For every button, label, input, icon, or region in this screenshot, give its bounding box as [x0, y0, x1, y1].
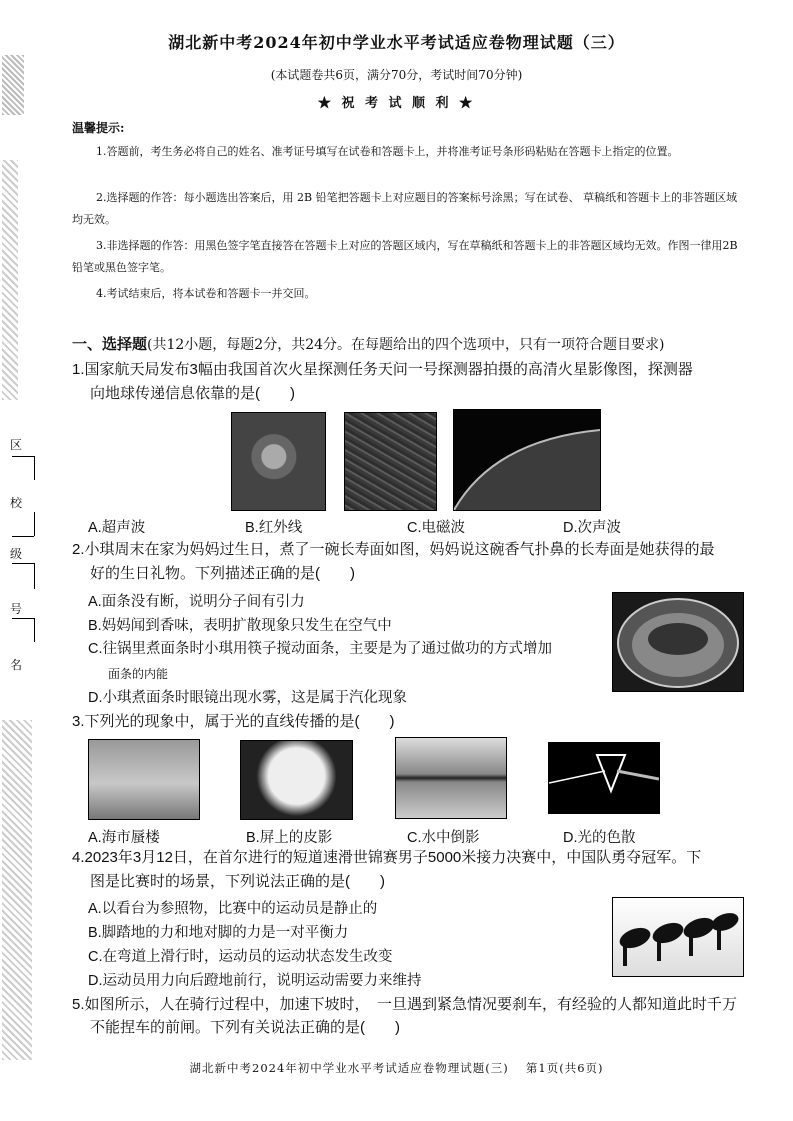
margin-field-line-2	[12, 536, 34, 537]
water-reflection-image	[395, 737, 507, 819]
mirage-image	[88, 739, 200, 820]
q3-option-d: D.光的色散	[563, 830, 636, 846]
q2-option-c-continued: 面条的内能	[108, 667, 169, 681]
q1-option-d: D.次声波	[563, 520, 621, 536]
margin-label-name: 名	[10, 658, 23, 672]
section-description: (共12小题，每题2分，共24分。在每题给出的四个选项中，只有一项符合题目要求)	[147, 337, 665, 353]
section-title: 一、选择题	[72, 335, 148, 353]
q4-option-a: A.以看台为参照物，比赛中的运动员是静止的	[88, 901, 378, 917]
margin-pattern-upper	[2, 160, 18, 400]
q4-option-b: B.脚踏地的力和地对脚的力是一对平衡力	[88, 925, 349, 941]
skaters-drawing	[613, 898, 743, 976]
q5-stem-line1: 5.如图所示，人在骑行过程中，加速下坡时， 一旦遇到紧急情况要刹车，有经验的人都知道此时千万	[72, 996, 738, 1013]
speed-skating-image	[612, 897, 744, 977]
page-footer: 湖北新中考2024年初中学业水平考试适应卷物理试题(三) 第1页(共6页)	[189, 1061, 604, 1075]
margin-label-district: 区	[10, 438, 23, 452]
q3-option-c: C.水中倒影	[407, 830, 480, 846]
page-title: 湖北新中考2024年初中学业水平考试适应卷物理试题（三）	[168, 33, 625, 52]
q5-stem-line2: 不能捏车的前闸。下列有关说法正确的是( )	[90, 1019, 400, 1036]
margin-vline-3	[34, 563, 35, 589]
notice-item-4: 4.考试结束后，将本试卷和答题卡一并交回。	[96, 287, 316, 300]
shadow-puppet-image	[240, 740, 353, 820]
q1-option-b: B.红外线	[245, 520, 303, 536]
margin-pattern-lower	[2, 720, 32, 1060]
margin-label-class: 级	[10, 547, 23, 561]
notice-item-2: 2.选择题的作答：每小题选出答案后，用 2B 铅笔把答题卡上对应题目的答案标号涂黑；写在试卷、 草稿纸和答题卡上的非答题区域均无效。	[72, 191, 738, 226]
q1-option-a: A.超声波	[88, 520, 146, 536]
prism-drawing	[549, 743, 659, 813]
q4-stem-line2: 图是比赛时的场景，下列说法正确的是( )	[90, 873, 385, 890]
good-luck-banner: ★ 祝 考 试 顺 利 ★	[317, 96, 476, 111]
q1-stem-line1: 1.国家航天局发布3幅由我国首次火星探测任务天问一号探测器拍摄的高清火星影像图，探测器	[72, 361, 693, 378]
q2-stem-line2: 好的生日礼物。下列描述正确的是( )	[90, 565, 355, 582]
margin-field-line-1	[12, 456, 34, 457]
margin-label-number: 号	[10, 602, 23, 616]
prism-dispersion-image	[548, 742, 660, 814]
notice-heading: 温馨提示:	[72, 121, 125, 135]
margin-label-school: 校	[10, 496, 23, 510]
notice-item-3: 3.非选择题的作答：用黑色签字笔直接答在答题卡上对应的答题区域内，写在草稿纸和答题卡上的非答题区域均无效。作图一律用2B 铅笔或黑色签字笔。	[72, 239, 738, 274]
q3-stem: 3.下列光的现象中，属于光的直线传播的是( )	[72, 713, 395, 730]
exam-info: (本试题卷共6页，满分70分，考试时间70分钟)	[270, 68, 523, 82]
q4-option-d: D.运动员用力向后蹬地前行，说明运动需要力来维持	[88, 973, 422, 989]
q1-stem-line2: 向地球传递信息依靠的是( )	[90, 385, 295, 402]
q4-option-c: C.在弯道上滑行时，运动员的运动状态发生改变	[88, 949, 393, 965]
mars-surface-image	[344, 412, 437, 511]
section-heading	[72, 333, 664, 354]
q3-option-a: A.海市蜃楼	[88, 830, 160, 846]
mars-crater-image	[231, 412, 326, 511]
q1-option-c: C.电磁波	[407, 520, 465, 536]
mars-horizon-image	[453, 409, 601, 511]
mars-horizon-drawing	[454, 410, 600, 510]
q4-stem-line1: 4.2023年3月12日，在首尔进行的短道速滑世锦赛男子5000米接力决赛中，中国队勇夺冠军。下	[72, 849, 702, 866]
margin-field-line-4	[12, 618, 34, 619]
q2-option-d: D.小琪煮面条时眼镜出现水雾，这是属于汽化现象	[88, 690, 407, 706]
q3-option-b: B.屏上的皮影	[246, 830, 333, 846]
margin-vline-2	[34, 512, 35, 536]
notice-item-1: 1.答题前，考生务必将自己的姓名、准考证号填写在试卷和答题卡上，并将准考证号条形码粘贴在答题卡上指定的位置。	[96, 145, 679, 158]
margin-vline-1	[34, 456, 35, 480]
noodle-bowl-drawing	[613, 593, 743, 691]
margin-pattern-top	[2, 55, 24, 115]
q2-option-c: C.往锅里煮面条时小琪用筷子搅动面条，主要是为了通过做功的方式增加	[88, 641, 552, 657]
margin-vline-4	[34, 618, 35, 642]
q2-option-a: A.面条没有断，说明分子间有引力	[88, 594, 305, 610]
q2-stem-line1: 2.小琪周末在家为妈妈过生日，煮了一碗长寿面如图，妈妈说这碗香气扑鼻的长寿面是她获得的最	[72, 541, 715, 558]
q2-option-b: B.妈妈闻到香味，表明扩散现象只发生在空气中	[88, 618, 392, 634]
noodle-bowl-image	[612, 592, 744, 692]
margin-field-line-3	[12, 563, 34, 564]
